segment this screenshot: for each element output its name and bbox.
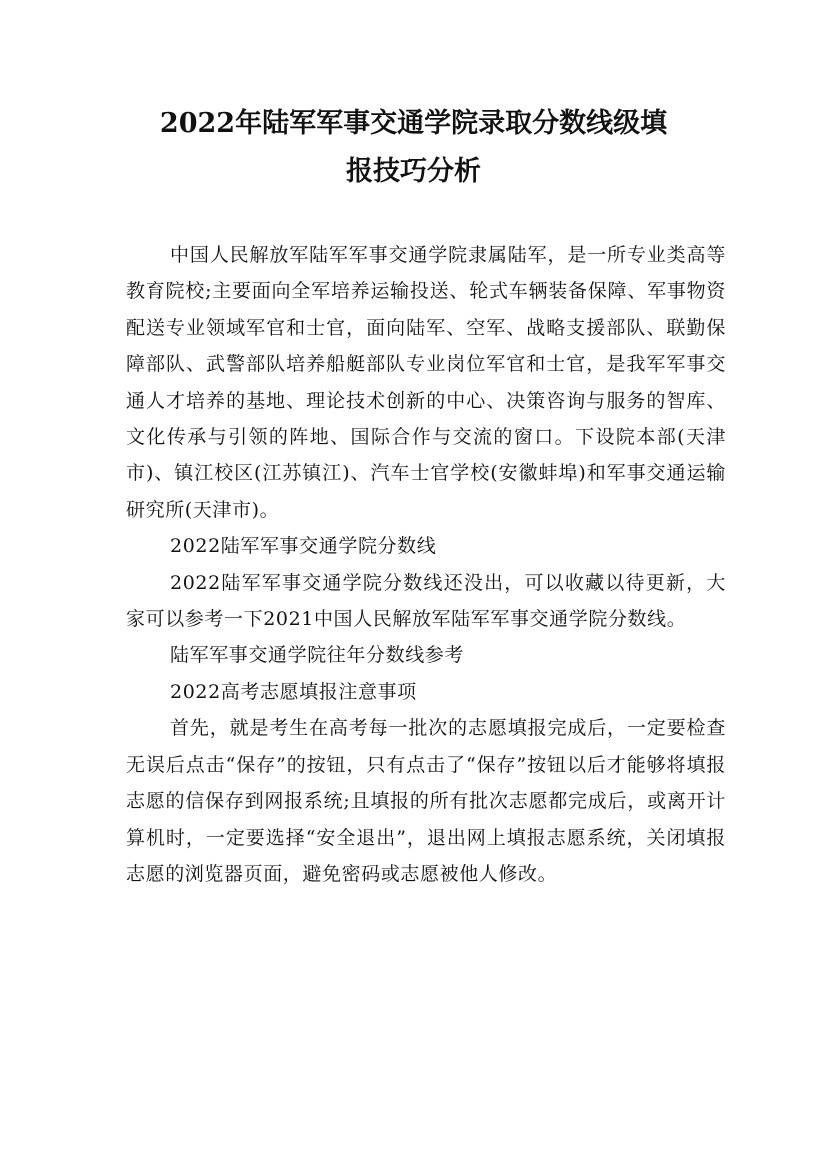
notes-paragraph: 首先，就是考生在高考每一批次的志愿填报完成后，一定要检查无误后点击“保存”的按钮，只有点击了“保存”按钮以后才能够将填报志愿的信保存到网报系统;且填报的所有批次志愿都完成后，或离开计算机时，一定要选择“安全退出”，退出网上填报志愿系统，关闭填报志愿的浏览器页面，避免密码或志愿被他人修改。 xyxy=(126,717,726,885)
document-body xyxy=(126,237,726,892)
section-heading-notes: 2022高考志愿填报注意事项 xyxy=(170,680,417,703)
title-line-1: 2022年陆军军事交通学院录取分数线级填 xyxy=(159,108,668,139)
section-heading-past-scores: 陆军军事交通学院往年分数线参考 xyxy=(170,644,465,667)
document-title xyxy=(100,100,727,196)
section-heading-score-line: 2022陆军军事交通学院分数线 xyxy=(170,535,437,558)
score-line-paragraph: 2022陆军军事交通学院分数线还没出，可以收藏以待更新，大家可以参考一下2021中国人民解放军陆军军事交通学院分数线。 xyxy=(126,571,726,631)
intro-paragraph: 中国人民解放军陆军军事交通学院隶属陆军，是一所专业类高等教育院校;主要面向全军培养运输投送、轮式车辆装备保障、军事物资配送专业领域军官和士官，面向陆军、空军、战略支援部队、联勤保障部队、武警部队培养船艇部队专业岗位军官和士官，是我军军事交通人才培养的基地、理论技术创新的中心、决策咨询与服务的智库、文化传承与引领的阵地、国际合作与交流的窗口。下设院本部(天津市)、镇江校区(江苏镇江)、汽车士官学校(安徽蚌埠)和军事交通运输研究所(天津市)。 xyxy=(126,244,726,521)
title-line-2: 报技巧分析 xyxy=(346,156,481,187)
